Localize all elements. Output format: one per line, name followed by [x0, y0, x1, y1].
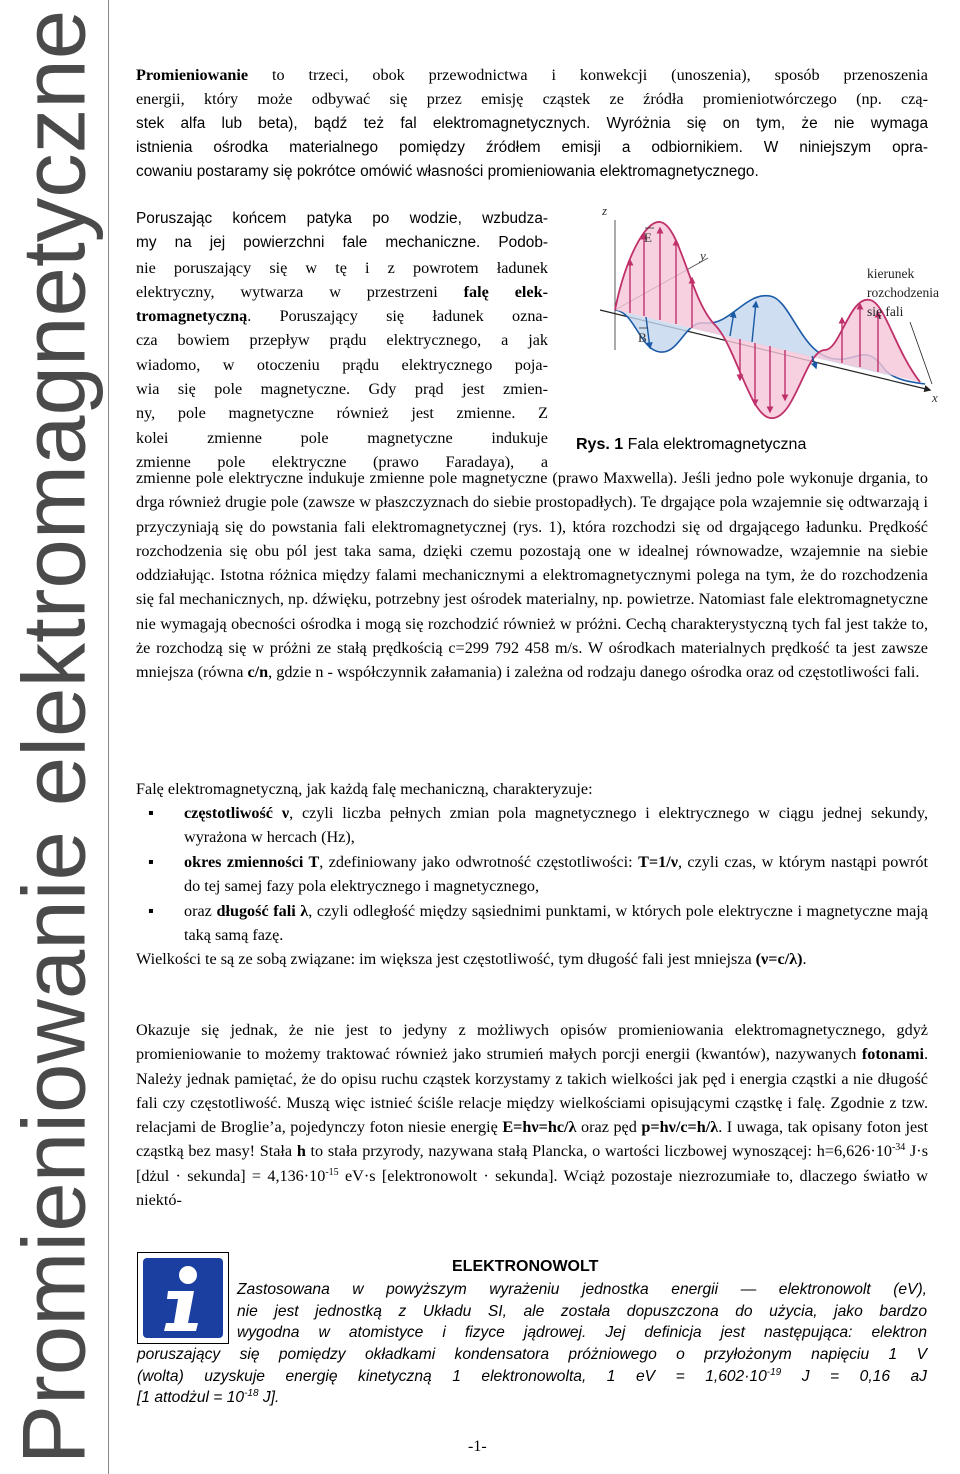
label-B: B	[638, 330, 647, 345]
bullet-frequency: ▪ częstotliwość ν, czyli liczba pełnych zmian pola magnetycznego i elektrycznego w ciągu jednej sekundy, wyrażona w hercach (Hz),	[148, 804, 928, 847]
direction-label-2: rozchodzenia	[867, 285, 939, 300]
direction-label-3: się fali	[867, 304, 904, 319]
side-divider	[108, 0, 109, 1474]
photon-paragraph: Okazuje się jednak, że nie jest to jedyny z możliwych opisów promieniowania elektromagnetycznego, gdyż promieniowanie to możemy traktować również jako strumień małych porcji energii (kwantów), nazywanych fotonami. Należy jednak pamiętać, że do opisu ruchu cząstek korzystamy z takich wielkości jak pęd i energia cząstki a nie długość fali czy częstotliwość. Muszą więc istnieć ściśle relacje między wielkościami opisującymi cząstkę i falę. Zgodnie z tzw. relacjami de Broglie’a, pojedynczy foton niesie energię E=hν=hc/λ oraz pęd p=hν/c=h/λ. I uwaga, tak opisany foton jest cząstką bez masy! Stała h to stała przyrody, nazywana stałą Plancka, o wartości liczbowej wynoszącej: $h=6,626\cdot 10^{-34}$ J·s [dżul · sekunda] = $4,136\cdot 10^{-15}$ eV·s [elektronowolt · sekunda]. Wciąż pozostaje niezrozumiałe to, dlaczego światło w niektó-	[136, 1021, 929, 1210]
infobox-text-full: poruszający się pomiędzy okładkami kondensatora próżniowego o przyłożonym napięciu 1 V (wolta) uzyskuje energię kinetyczną 1 elektronowolta, 1 eV = $1,602\cdot 10^{-19}$ J = 0,16 aJ [1 attodżul = $10^{-18}$ J].	[137, 1346, 927, 1407]
intro-term: Promieniowanie	[136, 66, 249, 84]
side-title: Promieniowanie elektromagnetyczne	[3, 9, 104, 1465]
info-icon	[137, 1252, 229, 1344]
wave-paragraph-rest: zmienne pole elektryczne indukuje zmienne pole magnetyczne (prawo Maxwella). Jeśli jedno pole wykonuje drgania, to drga również drugie pole (zawsze w płaszczyznach do siebie prostopadłych). Te drgające pola wzajemnie się odtwarzają i przyczyniają się do powstania fali elektromagnetycznej (rys. 1), która rozchodzi się od drgającego ładunku. Prędkość rozchodzenia się obu pól jest taka sama, dzięki czemu pozostają one w idealnej równowadze, wzajemnie na siebie oddziałując. Istotna różnica między falami mechanicznymi a elektromagnetycznymi polega na tym, że do rozchodzenia się fal mechanicznych, np. dźwięku, potrzebny jest ośrodek materialny, np. powietrze. Natomiast fale elektromagnetyczne nie wymagają obecności ośrodka i mogą się rozchodzić również w próżni. Cechą charakterystyczną tych fal jest także to, że rozchodzą się w próżni ze stałą prędkością c=299 792 458 m/s. W ośrodkach materialnych prędkość ta jest zawsze mniejsza (równa c/n, gdzie n - współczynnik załamania) i zależna od rodzaju danego ośrodka oraz od częstotliwości fali.	[136, 469, 928, 682]
page-number: -1-	[468, 1438, 487, 1455]
axis-label-x: x	[932, 390, 938, 405]
wave-paragraph-top: Poruszając końcem patyka po wodzie, wzbudza- my na jej powierzchni fale mechaniczne. Podob- nie poruszający się w tę i z powrotem ładunek elektryczny, wytwarza w przestrzeni falę elek- tromagnetyczną. Poruszający się ładunek ozna- cza bowiem przepływ prądu elektrycznego, a jak wiadomo, w otoczeniu prądu elektrycznego poja- wia się pole magnetyczne. Gdy prąd jest zmien- ny, pole magnetyczne również jest zmienne. Z kolei zmienne pole magnetyczne indukuje zmienne pole elektryczne (prawo Faradaya), a	[136, 210, 548, 471]
bullet-period: ▪ okres zmienności T, zdefiniowany jako odwrotność częstotliwości: T=1/ν, czyli czas, w którym nastąpi powrót do tej samej fazy pola elektrycznego i magnetycznego,	[148, 853, 928, 896]
side-banner	[0, 0, 108, 1474]
intro-paragraph: Promieniowanie to trzeci, obok przewodnictwa i konwekcji (unoszenia), sposób przenoszenia energii, który może odbywać się przez emisję cząstek ze źródła promieniotwórczego (np. czą- stek alfa lub beta), bądź też fal elektromagnetycznych. Wyróżnia się on tym, że nie wymaga istnienia ośrodka materialnego pomiędzy źródłem emisji a odbiornikiem. W niniejszym opra- cowaniu postaramy się pokrótce omówić własności promieniowania elektromagnetycznego.	[136, 66, 928, 181]
relation-paragraph: Wielkości te są ze sobą związane: im większa jest częstotliwość, tym długość fali jest mniejsza (ν=c/λ).	[136, 950, 807, 968]
label-E: E	[644, 230, 652, 245]
axis-label-y: y	[700, 248, 706, 263]
direction-label-1: kierunek	[867, 266, 915, 281]
properties-intro: Falę elektromagnetyczną, jak każdą falę mechaniczną, charakteryzuje:	[136, 780, 593, 798]
infobox-text-indented: Zastosowana w powyższym wyrażeniu jednostka energii — elektronowolt (eV), nie jest jednostką z Układu SI, ale została dopuszczona do użycia, jako bardzo wygodna w atomistyce i fizyce jądrowej. Jej definicja jest następująca: elektron	[237, 1281, 927, 1342]
em-wave-figure	[580, 200, 960, 445]
bullet-wavelength: ▪ oraz długość fali λ, czyli odległość między sąsiednimi punktami, w których pole elektryczne i magnetyczne mają taką samą fazę.	[148, 902, 928, 945]
figure-caption: Rys. 1 Fala elektromagnetyczna	[576, 436, 807, 453]
axis-label-z: z	[602, 203, 608, 218]
infobox-title: ELEKTRONOWOLT	[452, 1258, 599, 1275]
